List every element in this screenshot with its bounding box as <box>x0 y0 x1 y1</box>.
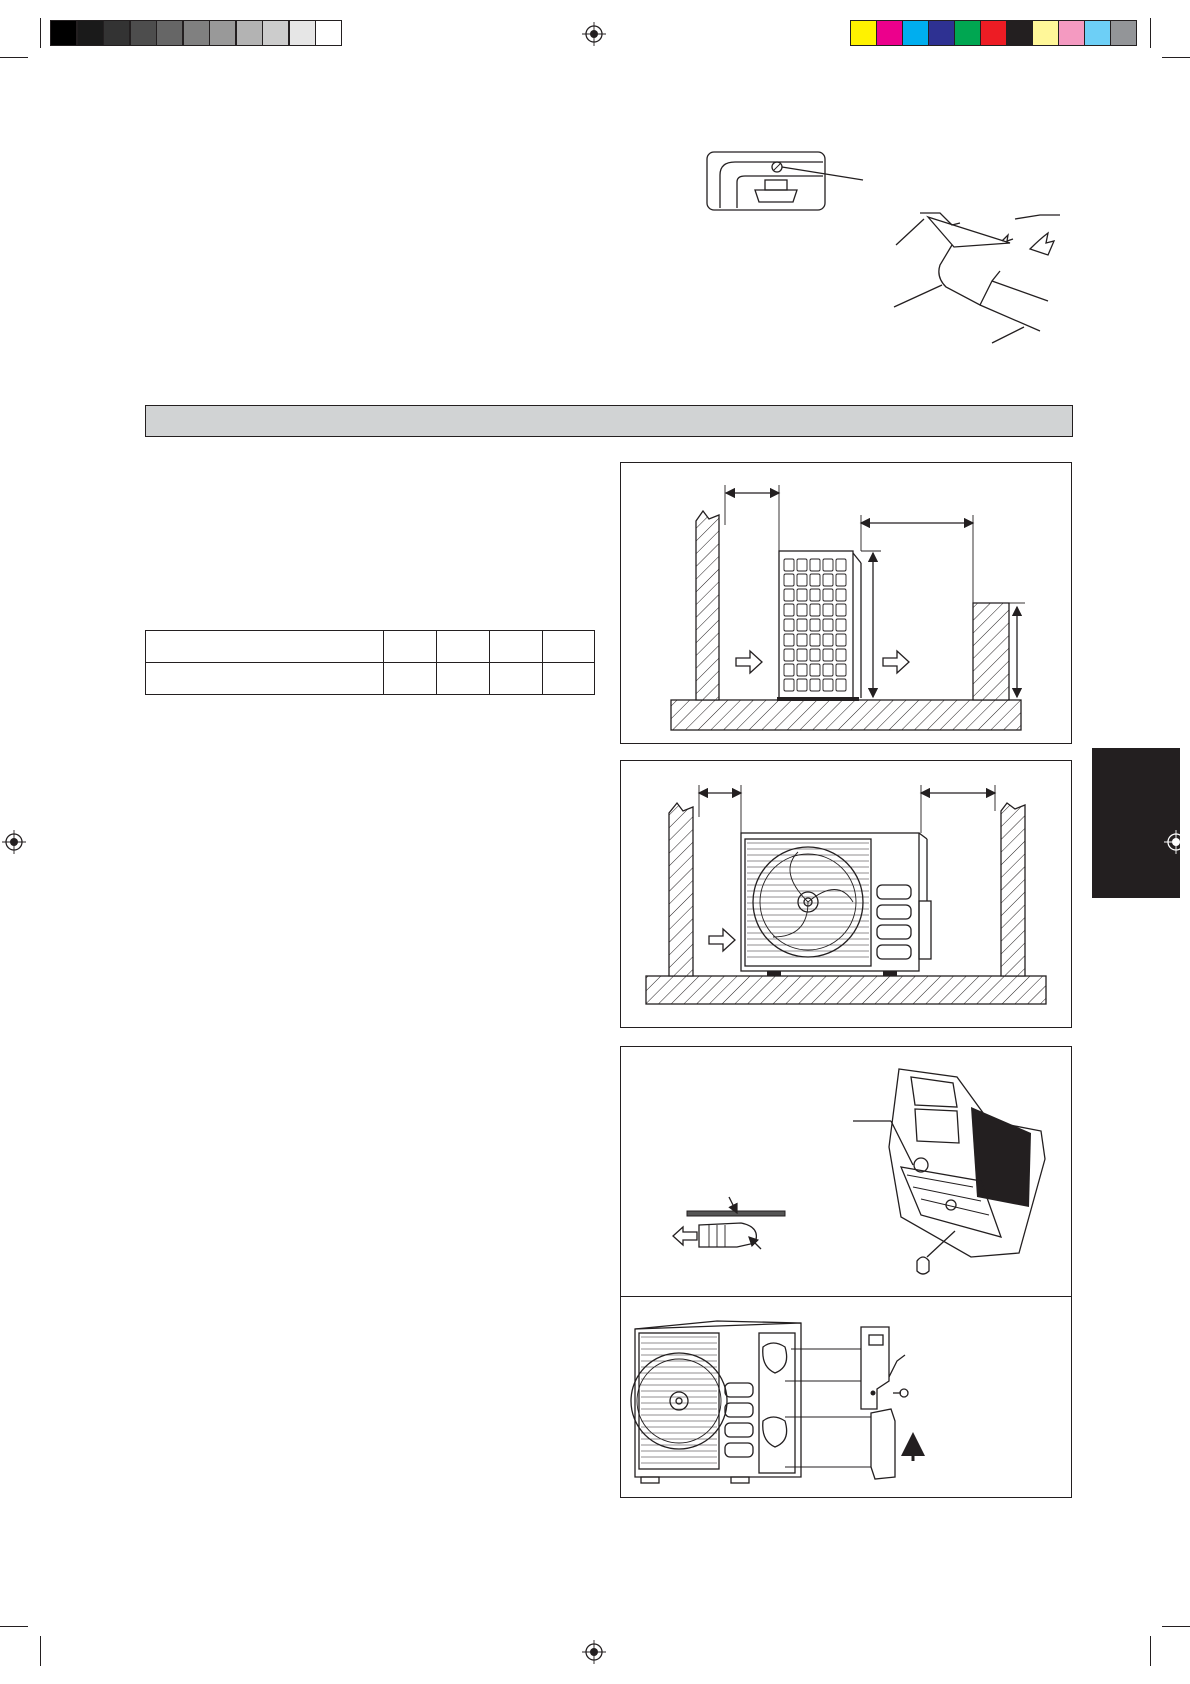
color-patch-swatch <box>1110 20 1137 46</box>
front-clearance-drawing <box>621 761 1073 1029</box>
grey-step-swatch <box>50 20 77 46</box>
crop-mark <box>0 1626 28 1627</box>
grey-step-swatch <box>315 20 342 46</box>
grey-step-swatch <box>103 20 130 46</box>
table-cell <box>490 663 543 695</box>
color-patch-swatch <box>850 20 877 46</box>
section-title-bar <box>145 405 1073 437</box>
table-cell <box>490 631 543 663</box>
color-patch-swatch <box>954 20 981 46</box>
table-cell <box>437 663 490 695</box>
crop-mark <box>0 57 28 58</box>
table-row <box>146 631 595 663</box>
table-row <box>146 663 595 695</box>
grey-step-swatch <box>289 20 316 46</box>
table-cell <box>543 631 595 663</box>
crop-mark <box>40 18 41 48</box>
color-patch-swatch <box>1084 20 1111 46</box>
grey-step-swatch <box>77 20 104 46</box>
crop-mark <box>1150 18 1151 48</box>
crop-mark <box>40 1636 41 1666</box>
color-patch-swatch <box>1058 20 1085 46</box>
cover-removal-drawing <box>621 1297 1073 1499</box>
drain-fitting-drawing <box>621 1047 1073 1299</box>
color-patch-swatch <box>876 20 903 46</box>
chapter-tab <box>1092 748 1180 898</box>
registration-mark-bottom <box>582 1640 606 1664</box>
table-cell <box>384 631 437 663</box>
grey-step-swatch <box>236 20 263 46</box>
crop-mark <box>1162 1626 1190 1627</box>
table-cell <box>146 663 384 695</box>
registration-mark-left <box>2 830 26 854</box>
figure-side-clearance <box>620 462 1072 744</box>
registration-mark-top <box>582 22 606 46</box>
table-cell <box>384 663 437 695</box>
crop-mark <box>1150 1636 1151 1666</box>
grey-step-swatch <box>183 20 210 46</box>
table-cell <box>543 663 595 695</box>
color-patch-swatch <box>928 20 955 46</box>
figure-drain-fitting <box>620 1046 1072 1298</box>
grey-step-swatch <box>262 20 289 46</box>
crop-mark <box>1162 57 1190 58</box>
table-cell <box>437 631 490 663</box>
grey-step-swatch <box>156 20 183 46</box>
flare-pipe-figure <box>890 205 1070 355</box>
clearance-table <box>145 630 595 695</box>
color-patch-swatch <box>980 20 1007 46</box>
color-patch-swatch <box>1006 20 1033 46</box>
figure-front-clearance <box>620 760 1072 1028</box>
color-patch-swatch <box>1032 20 1059 46</box>
table-cell <box>146 631 384 663</box>
color-patch-swatch <box>902 20 929 46</box>
registration-mark-right <box>1164 830 1188 854</box>
grey-step-swatch <box>130 20 157 46</box>
drain-port-figure <box>705 150 870 215</box>
grey-step-swatch <box>209 20 236 46</box>
side-clearance-drawing <box>621 463 1073 745</box>
figure-cover-removal <box>620 1296 1072 1498</box>
